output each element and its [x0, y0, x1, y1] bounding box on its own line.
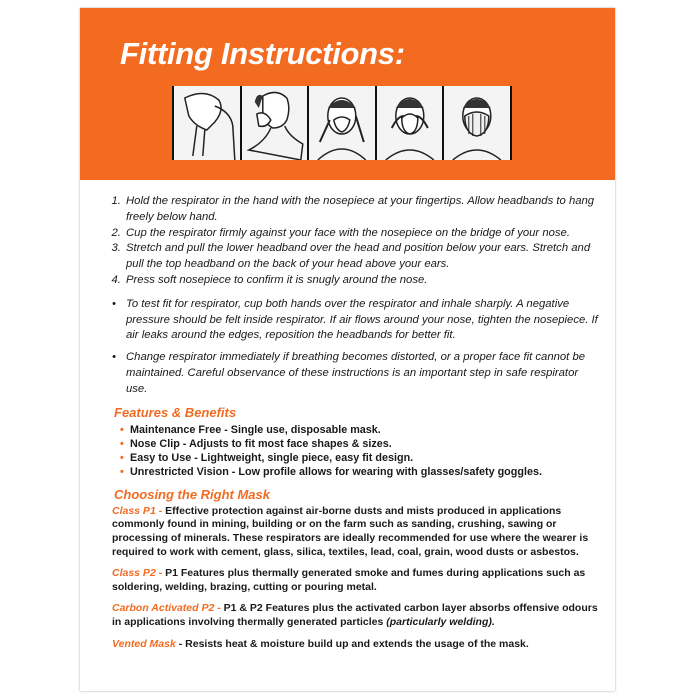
- list-item: 3. Stretch and pull the lower headband over the head and position below your ears. Stretch and pull the top headband on the back of your head above your ears.: [124, 241, 600, 273]
- class-p2-label: Class P2 -: [112, 567, 163, 580]
- page-title: Fitting Instructions:: [120, 36, 405, 71]
- list-item: 4. Press soft nosepiece to confirm it is snugly around the nose.: [124, 273, 600, 289]
- instructions-body: [110, 194, 600, 659]
- class-p2-paragraph: [112, 567, 600, 594]
- vented-mask-text: - Resists heat & moisture build up and extends the usage of the mask.: [175, 637, 529, 650]
- fit-notes-list: [110, 297, 600, 398]
- list-item: 1. Hold the respirator in the hand with the nosepiece at your fingertips. Allow headbands to hang freely below hand.: [124, 194, 600, 226]
- carbon-p2-label: Carbon Activated P2 -: [112, 602, 221, 615]
- vented-mask-paragraph: [112, 638, 600, 652]
- list-item: • Nose Clip - Adjusts to fit most face shapes & sizes.: [120, 437, 600, 451]
- list-item: • Easy to Use - Lightweight, single piece, easy fit design.: [120, 451, 600, 465]
- list-item: • Maintenance Free - Single use, disposable mask.: [120, 423, 600, 437]
- class-p2-text: P1 Features plus thermally generated smoke and fumes during applications such as soldering, welding, brazing, cutting or pouring metal.: [112, 567, 586, 593]
- choosing-heading: Choosing the Right Mask: [114, 486, 270, 502]
- list-item: • Change respirator immediately if breathing becomes distorted, or a proper face fit cannot be maintained. Careful observance of these instructions is an important step in safe respirator use.: [120, 350, 600, 397]
- header-banner: [80, 8, 615, 180]
- fitting-steps-list: [110, 194, 600, 289]
- list-item: • Unrestricted Vision - Low profile allows for wearing with glasses/safety goggles.: [120, 465, 600, 479]
- carbon-p2-text: P1 & P2 Features plus the activated carbon layer absorbs offensive odours in applications involving thermally generated particles: [112, 602, 598, 628]
- instruction-card: [80, 8, 615, 691]
- class-p1-paragraph: [112, 505, 600, 559]
- stretch-headbands-illustration: [309, 86, 375, 160]
- fitting-steps-strip: [172, 86, 512, 160]
- vented-mask-label: Vented Mask: [112, 637, 176, 650]
- features-heading: Features & Benefits: [114, 404, 237, 420]
- features-list: [110, 423, 600, 480]
- carbon-p2-note: (particularly welding).: [386, 615, 495, 628]
- class-p1-text: Effective protection against air-borne dusts and mists produced in applications commonly found in mining, building or on the farm such as sanding, crushing, sawing or processing of minerals. These respirators are ideally recommended for use where the wearer is required to work with cement, glass, silica, textiles, lead, coal, grain, wood dusts or asbestos.: [112, 504, 589, 558]
- press-nosepiece-illustration: [377, 86, 443, 160]
- fit-check-illustration: [444, 86, 510, 160]
- class-p1-label: Class P1 -: [112, 504, 163, 517]
- cup-respirator-illustration: [242, 86, 308, 160]
- list-item: 2. Cup the respirator firmly against your face with the nosepiece on the bridge of your nose.: [124, 226, 600, 242]
- carbon-p2-paragraph: [112, 602, 600, 629]
- hold-respirator-illustration: [174, 86, 240, 160]
- list-item: • To test fit for respirator, cup both hands over the respirator and inhale sharply. A negative pressure should be felt inside respirator. If air flows around your nose, tighten the nosepiece. If air leaks around the edges, reposition the headbands for better fit.: [120, 297, 600, 344]
